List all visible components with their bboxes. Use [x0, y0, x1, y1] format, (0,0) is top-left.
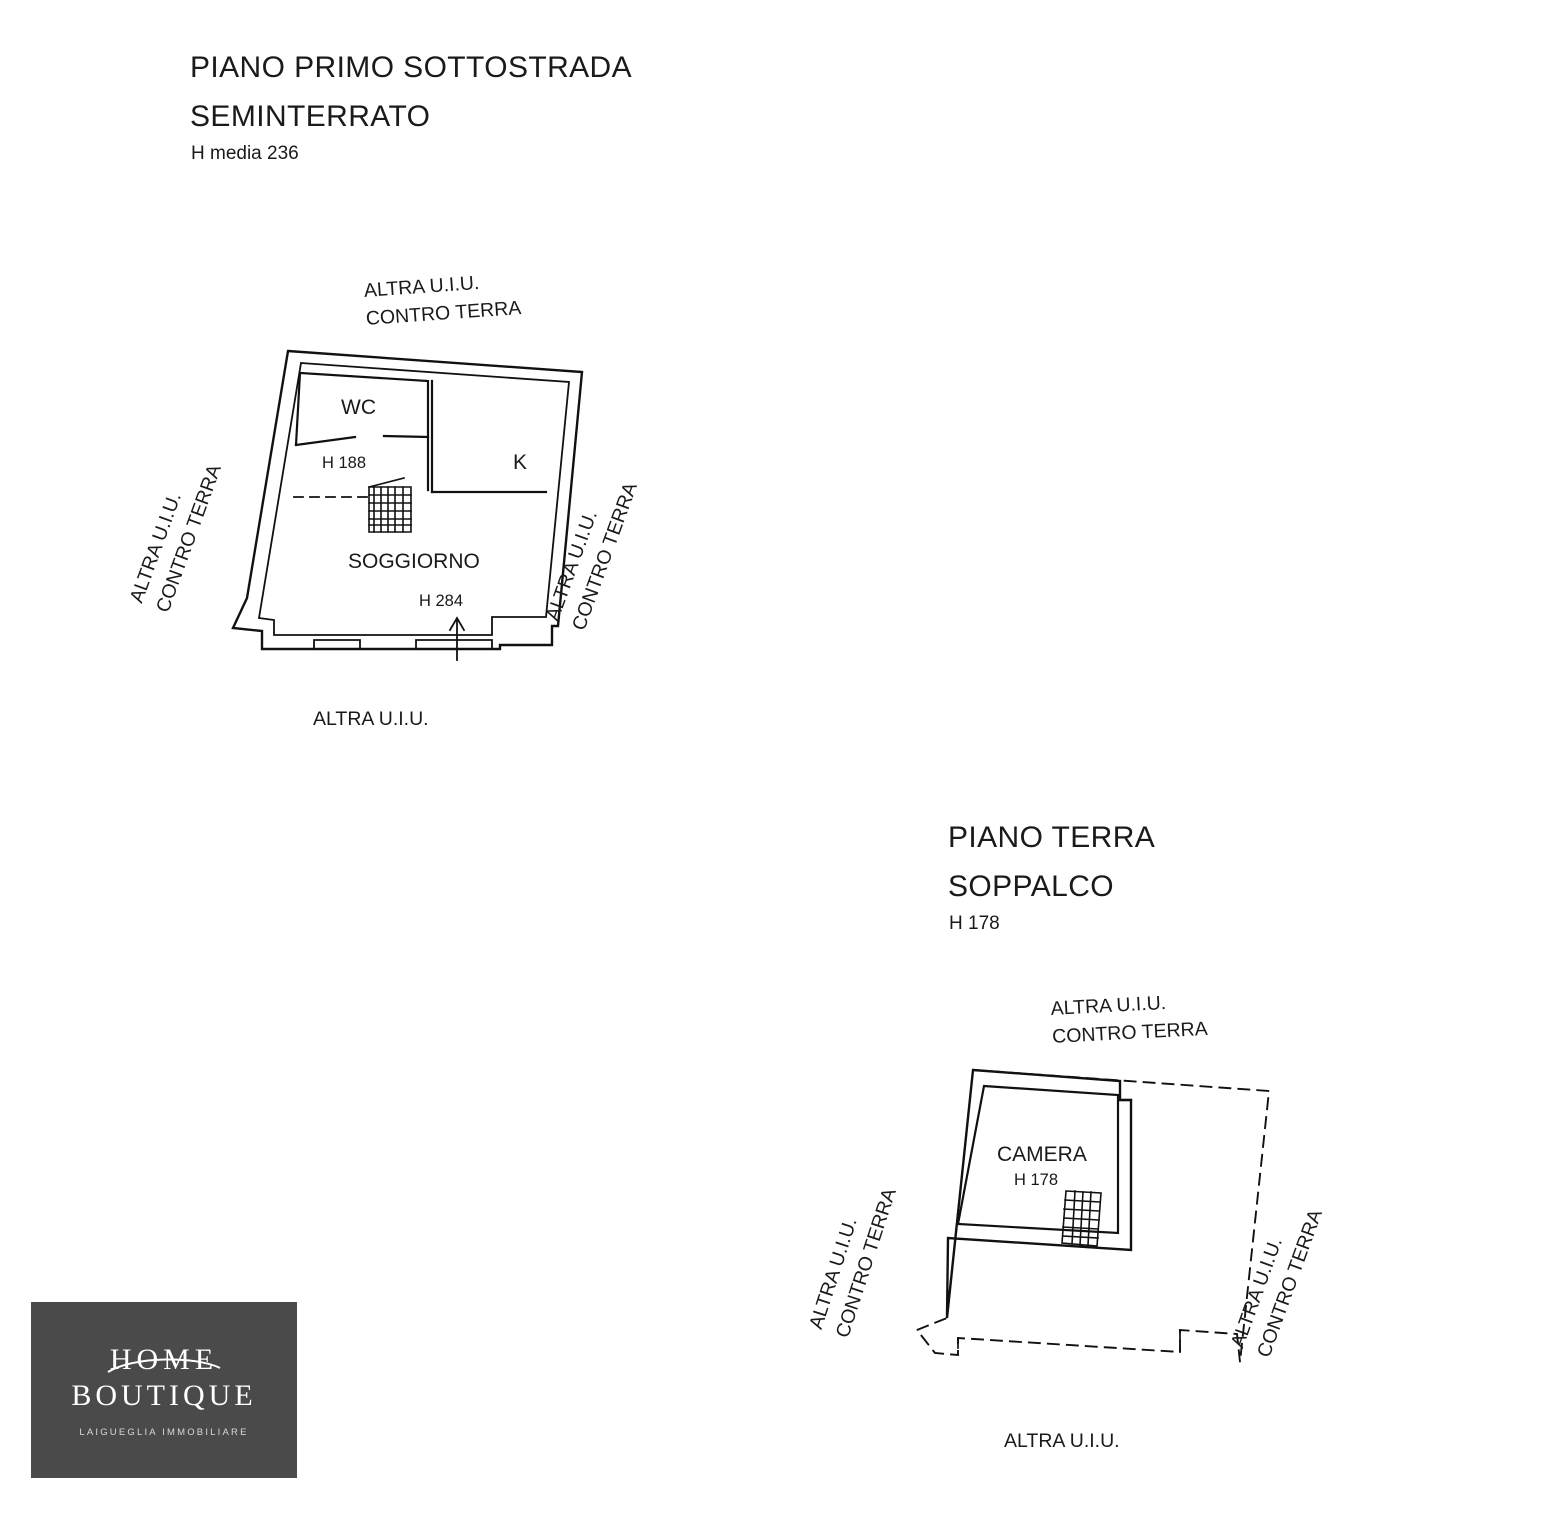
plan1-title-line1: PIANO PRIMO SOTTOSTRADA: [190, 51, 633, 84]
logo-line1: HOME: [109, 1342, 219, 1376]
logo-line2: BOUTIQUE: [71, 1378, 257, 1412]
plan1-subtitle: H media 236: [191, 143, 299, 164]
plan1-label-top: ALTRA U.I.U. CONTRO TERRA: [363, 271, 522, 331]
plan1-label-left: ALTRA U.I.U. CONTRO TERRA: [125, 461, 227, 616]
plan1-room-wc-height: H 188: [322, 454, 367, 472]
plan1-openings: [314, 640, 492, 649]
plan2-label-left: ALTRA U.I.U. CONTRO TERRA: [805, 1185, 901, 1341]
swoosh-icon: [104, 1358, 224, 1376]
plan2-label-right: ALTRA U.I.U. CONTRO TERRA: [1226, 1206, 1328, 1361]
plan1-outer-wall: [233, 351, 582, 649]
agency-logo: [31, 1302, 297, 1478]
logo-tagline: LAIGUEGLIA IMMOBILIARE: [79, 1426, 249, 1438]
plan2-label-top: ALTRA U.I.U. CONTRO TERRA: [1050, 991, 1209, 1049]
plan1-title-line2: SEMINTERRATO: [190, 100, 431, 133]
plan2-staircase: [1062, 1191, 1101, 1246]
plan2-subtitle: H 178: [949, 913, 1000, 934]
plan1-staircase: [369, 478, 411, 532]
plan1-label-bottom: ALTRA U.I.U.: [313, 708, 429, 730]
plan1-room-wc-label: WC: [341, 396, 376, 419]
plan1-entrance-arrow: [450, 618, 464, 660]
plan2-dashed-projection: [958, 1330, 1180, 1355]
plan2-room-camera-height: H 178: [1014, 1171, 1059, 1189]
plan1-room-k-label: K: [513, 451, 528, 474]
plan1-label-right: ALTRA U.I.U. CONTRO TERRA: [541, 479, 643, 634]
plan2-label-bottom: ALTRA U.I.U.: [1004, 1430, 1120, 1452]
plan1-room-soggiorno-height: H 284: [419, 592, 464, 610]
plan2-title-line2: SOPPALCO: [948, 870, 1115, 903]
plan2-room-camera-label: CAMERA: [997, 1143, 1087, 1166]
plan1-room-soggiorno-label: SOGGIORNO: [348, 550, 480, 573]
plan1-interior-walls: [296, 373, 546, 492]
plan2-title-line1: PIANO TERRA: [948, 821, 1156, 854]
plan2-outer-wall: [917, 1070, 1269, 1362]
